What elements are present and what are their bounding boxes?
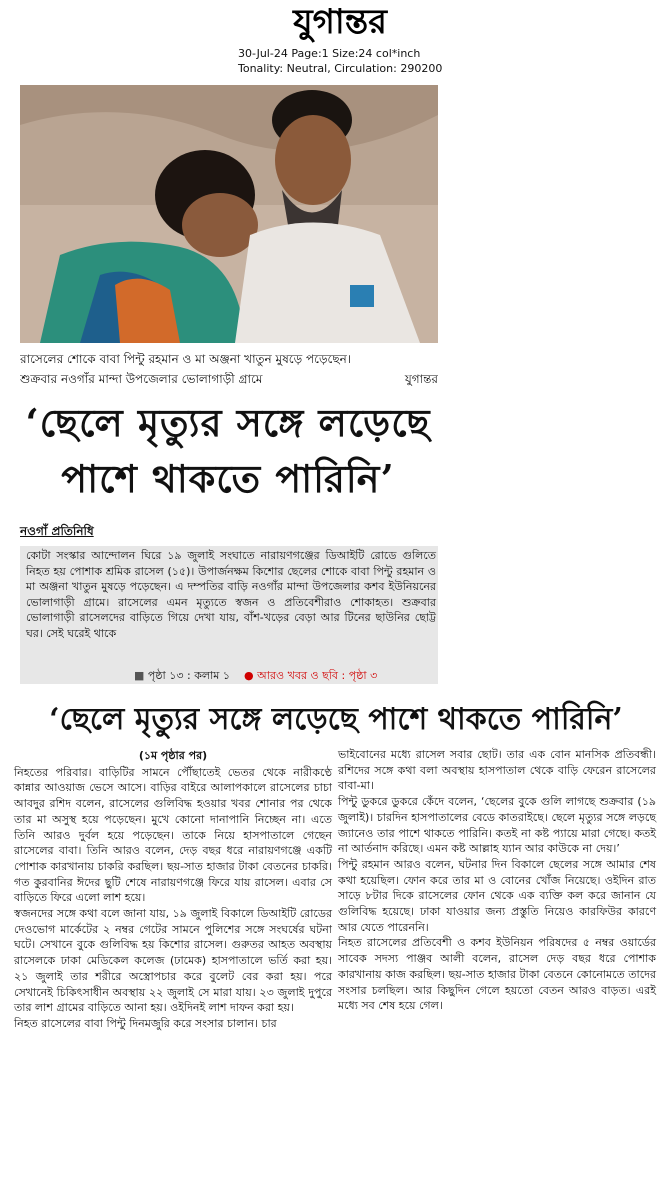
body-column-right [338, 747, 656, 1014]
body-right-paragraph-1: ভাইবোনের মধ্যে রাসেল সবার ছোট। তার এক বোন মানসিক প্রতিবন্ধী। রশিদের সঙ্গে কথা বলা অবস্থায় হাসপাতাল থেকে বাড়ি ফেরেন রাসেলের বাবা-মা। [338, 748, 656, 793]
body-left-paragraph-1: নিহতের পরিবার। বাড়িটির সামনে পৌঁছাতেই ভেতর থেকে নারীকণ্ঠে কান্নার আওয়াজ ভেসে আসে। বাড়ির বাইরে আলাপকালে রাসেলের চাচা আবদুর রশিদ বলেন, রাসেলের গুলিবিদ্ধ হওয়ার খবর শোনার পর থেকে তার মা অসুস্থ হয়ে পড়েছেন। মুখে কোনো দানাপানি নিচ্ছেন না। এতে তিনি আরও দুর্বল হয়ে পড়েছেন। তাকে নিয়ে হাসপাতালে গেছেন রাসেলের বাবা। তিনি আরও বলেন, দেড় বছর ধরে নারায়ণগঞ্জে একটি পোশাক কারখানায় চাকরি করছিল। ছয়-সাত হাজার টাকা বেতনের চাকরি। গত কুরবানির ঈদের ছুটি শেষে নারায়ণগঞ্জে ফিরে যায় রাসেল। এবার সে বাড়িতে ফিরে এলো লাশ হয়ে। [14, 765, 332, 905]
headline-front-line2: পাশে থাকতে পারিনি’ [61, 456, 395, 501]
continuation-page-col: পৃষ্ঠা ১৩ : কলাম ১ [147, 669, 231, 682]
red-dot-icon: ● [244, 669, 254, 682]
body-left-paragraph-2: স্বজনদের সঙ্গে কথা বলে জানা যায়, ১৯ জুলাই বিকালে ডিআইটি রোডের দেওভোগ মার্কেটের ২ নম্বর গেটের সামনে পুলিশের সঙ্গে সংঘর্ষের ঘটনা ঘটে। সেখানে বুকে গুলিবিদ্ধ হয় কিশোর রাসেল। গুরুতর আহত অবস্থায় রাসেলকে ঢাকা মেডিকেল কলেজ (ঢামেক) হাসপাতালে ভর্তি করা হয়। ২১ জুলাই তার শরীরে অস্ত্রোপচার করে বুলেট বের করা হয়। পরে সেখানেই চিকিৎসাধীন অবস্থায় ২২ জুলাই সে মারা যায়। ২৩ জুলাই দুপুরে তার লাশ গ্রামের বাড়িতে আনা হয়। ওইদিনই লাশ দাফন করা হয়। [14, 907, 332, 1015]
continuation-reference [134, 667, 377, 686]
photo-credit: যুগান্তর [404, 372, 438, 386]
newspaper-masthead: যুগান্তর [293, 2, 387, 42]
photo-caption-line2: শুক্রবার নওগাঁর মান্দা উপজেলার ভোলাগাড়ী গ্রামে [20, 372, 263, 386]
lead-paragraph: কোটা সংস্কার আন্দোলন ঘিরে ১৯ জুলাই সংঘাতে নারায়ণগঞ্জের ডিআইটি রোডে গুলিতে নিহত হয় পোশাক শ্রমিক রাসেল (১৫)। উপার্জনক্ষম কিশোর ছেলের শোকে বাবা পিন্টু রহমান ও মা অঞ্জনা খাতুন মুষড়ে পড়েছেন। এ দম্পতির বাড়ি নওগাঁর মান্দা উপজেলার কশব ইউনিয়নের ভোলাগাড়ী গ্রামে। রাসেলের এমন মৃত্যুতে স্বজন ও প্রতিবেশীরাও শোকাহত। শুক্রবার ভোলাগাড়ী রাসেলদের বাড়িতে গিয়ে দেখা যায়, বাঁশ-খড়ের বেড়া আর টিনের ছাউনির ছোট্ট ঘর। সেই ঘরেই থাকে [26, 549, 436, 640]
body-right-paragraph-2: পিন্টু ডুকরে ডুকরে কেঁদে বলেন, ‘ছেলের বুকে গুলি লাগছে শুক্রবার (১৯ জুলাই)। চারদিন হাসপাতালের বেডে কাতরাইছে। ছেলে মৃত্যুর সঙ্গে লড়ছে জ্যানেও তার পাশে থাকতে পারিনি। কতই না কষ্ট প্যায়ে মারা গেছে। কতই না আর্তনাদ করিছে। এমন কষ্ট আল্লাহ য্যান আর কাউকে না দেয়।’ [338, 795, 656, 856]
headline-inside: ‘ছেলে মৃত্যুর সঙ্গে লড়েছে পাশে থাকতে পারিনি’ [49, 702, 623, 737]
body-left-paragraph-3: নিহত রাসেলের বাবা পিন্টু দিনমজুরি করে সংসার চালান। চার [14, 1016, 277, 1030]
photo-caption-line1: রাসেলের শোকে বাবা পিন্টু রহমান ও মা অঞ্জনা খাতুন মুষড়ে পড়েছেন। [20, 352, 352, 366]
news-photo [20, 85, 438, 343]
byline: নওগাঁ প্রতিনিধি [20, 524, 94, 538]
headline-front-line1: ‘ছেলে মৃত্যুর সঙ্গে লড়েছে [25, 400, 431, 445]
body-right-paragraph-3: পিন্টু রহমান আরও বলেন, ঘটনার দিন বিকালে ছেলের সঙ্গে আমার শেষ কথা হয়েছিল। ফোন করে তার মা ও বোনের খোঁজ নিয়েছে। ওইদিন রাত সাড়ে ৮টার দিকে রাসেলের ফোন থেকে এক ব্যক্তি কল করে জানান যে গুলিবিদ্ধ হয়েছে। ঢাকা যাওয়ার জন্য প্রস্তুতি নিয়েও কারফিউর কারণে আর যেতে পারেননি। [338, 857, 656, 934]
clip-meta-date-size: 30-Jul-24 Page:1 Size:24 col*inch [238, 47, 421, 60]
square-bullet-icon: ■ [134, 669, 145, 682]
body-column-left [14, 748, 332, 1032]
clip-meta-circulation: Tonality: Neutral, Circulation: 290200 [238, 62, 443, 75]
continued-from-label: (১ম পৃষ্ঠার পর) [138, 749, 208, 762]
parents-photo-illustration [20, 85, 438, 343]
more-news-ref: আরও খবর ও ছবি : পৃষ্ঠা ৩ [257, 669, 378, 682]
body-right-paragraph-4: নিহত রাসেলের প্রতিবেশী ও কশব ইউনিয়ন পরিষদের ৫ নম্বর ওয়ার্ডের সাবেক সদস্য পাঞ্জব আলী বলেন, রাসেল দেড় বছর ধরে পোশাক কারখানায় কাজ করছিল। ছয়-সাত হাজার টাকা বেতনে কোনোমতে তাদের সংসার চলছিল। আর কিছুদিন গেলে হয়তো বেতন আরও বাড়ত। এরই মধ্যে সব শেষ হয়ে গেল। [338, 936, 656, 1013]
